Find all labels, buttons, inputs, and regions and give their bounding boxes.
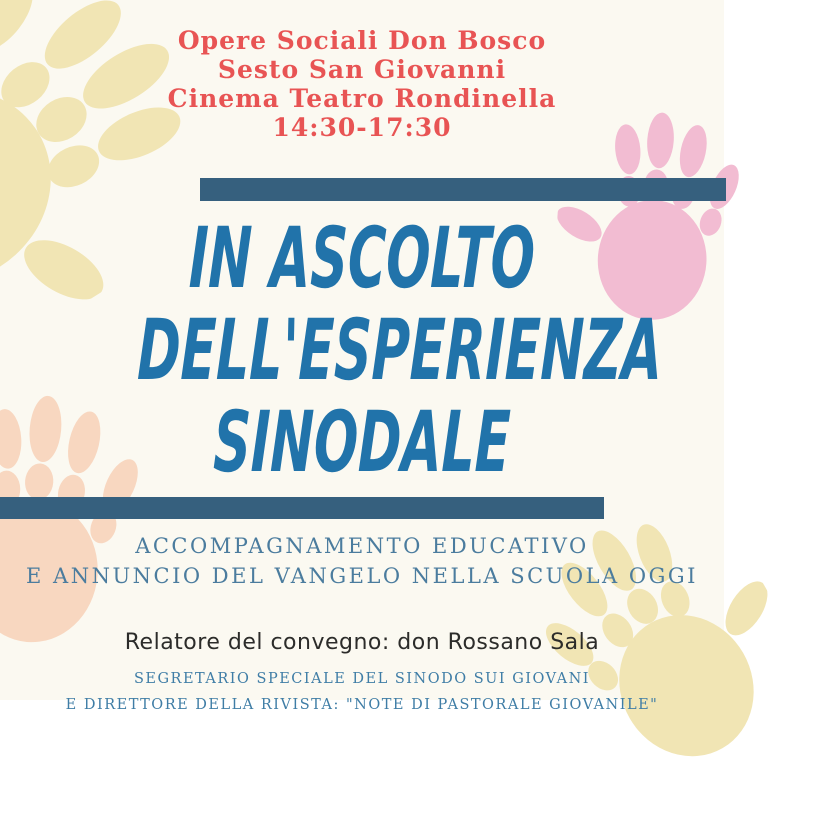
speaker-intro: Relatore del convegno: don Rossano Sala bbox=[124, 630, 600, 655]
divider-bar-top bbox=[200, 178, 726, 201]
event-info bbox=[0, 26, 724, 142]
poster-title bbox=[0, 209, 724, 491]
subtitle-line-2: E ANNUNCIO DEL VANGELO NELLA SCUOLA OGGI bbox=[26, 564, 698, 588]
event-organization: Opere Sociali Don Bosco bbox=[177, 26, 547, 55]
event-time: 14:30-17:30 bbox=[272, 113, 452, 142]
event-city: Sesto San Giovanni bbox=[217, 55, 507, 84]
speaker-details bbox=[0, 666, 724, 718]
divider-bar-bottom bbox=[0, 497, 604, 519]
title-line-1: IN ASCOLTO bbox=[188, 209, 536, 307]
title-line-2: DELL'ESPERIENZA bbox=[136, 301, 664, 399]
speaker-role-line-2: E DIRETTORE DELLA RIVISTA: "NOTE DI PASTORALE GIOVANILE" bbox=[65, 697, 659, 713]
poster-subtitle bbox=[0, 531, 724, 591]
title-line-3: SINODALE bbox=[212, 393, 512, 491]
event-venue: Cinema Teatro Rondinella bbox=[167, 84, 557, 113]
speaker-role-line-1: SEGRETARIO SPECIALE DEL SINODO SUI GIOVANI bbox=[133, 671, 591, 687]
subtitle-line-1: ACCOMPAGNAMENTO EDUCATIVO bbox=[135, 534, 589, 558]
